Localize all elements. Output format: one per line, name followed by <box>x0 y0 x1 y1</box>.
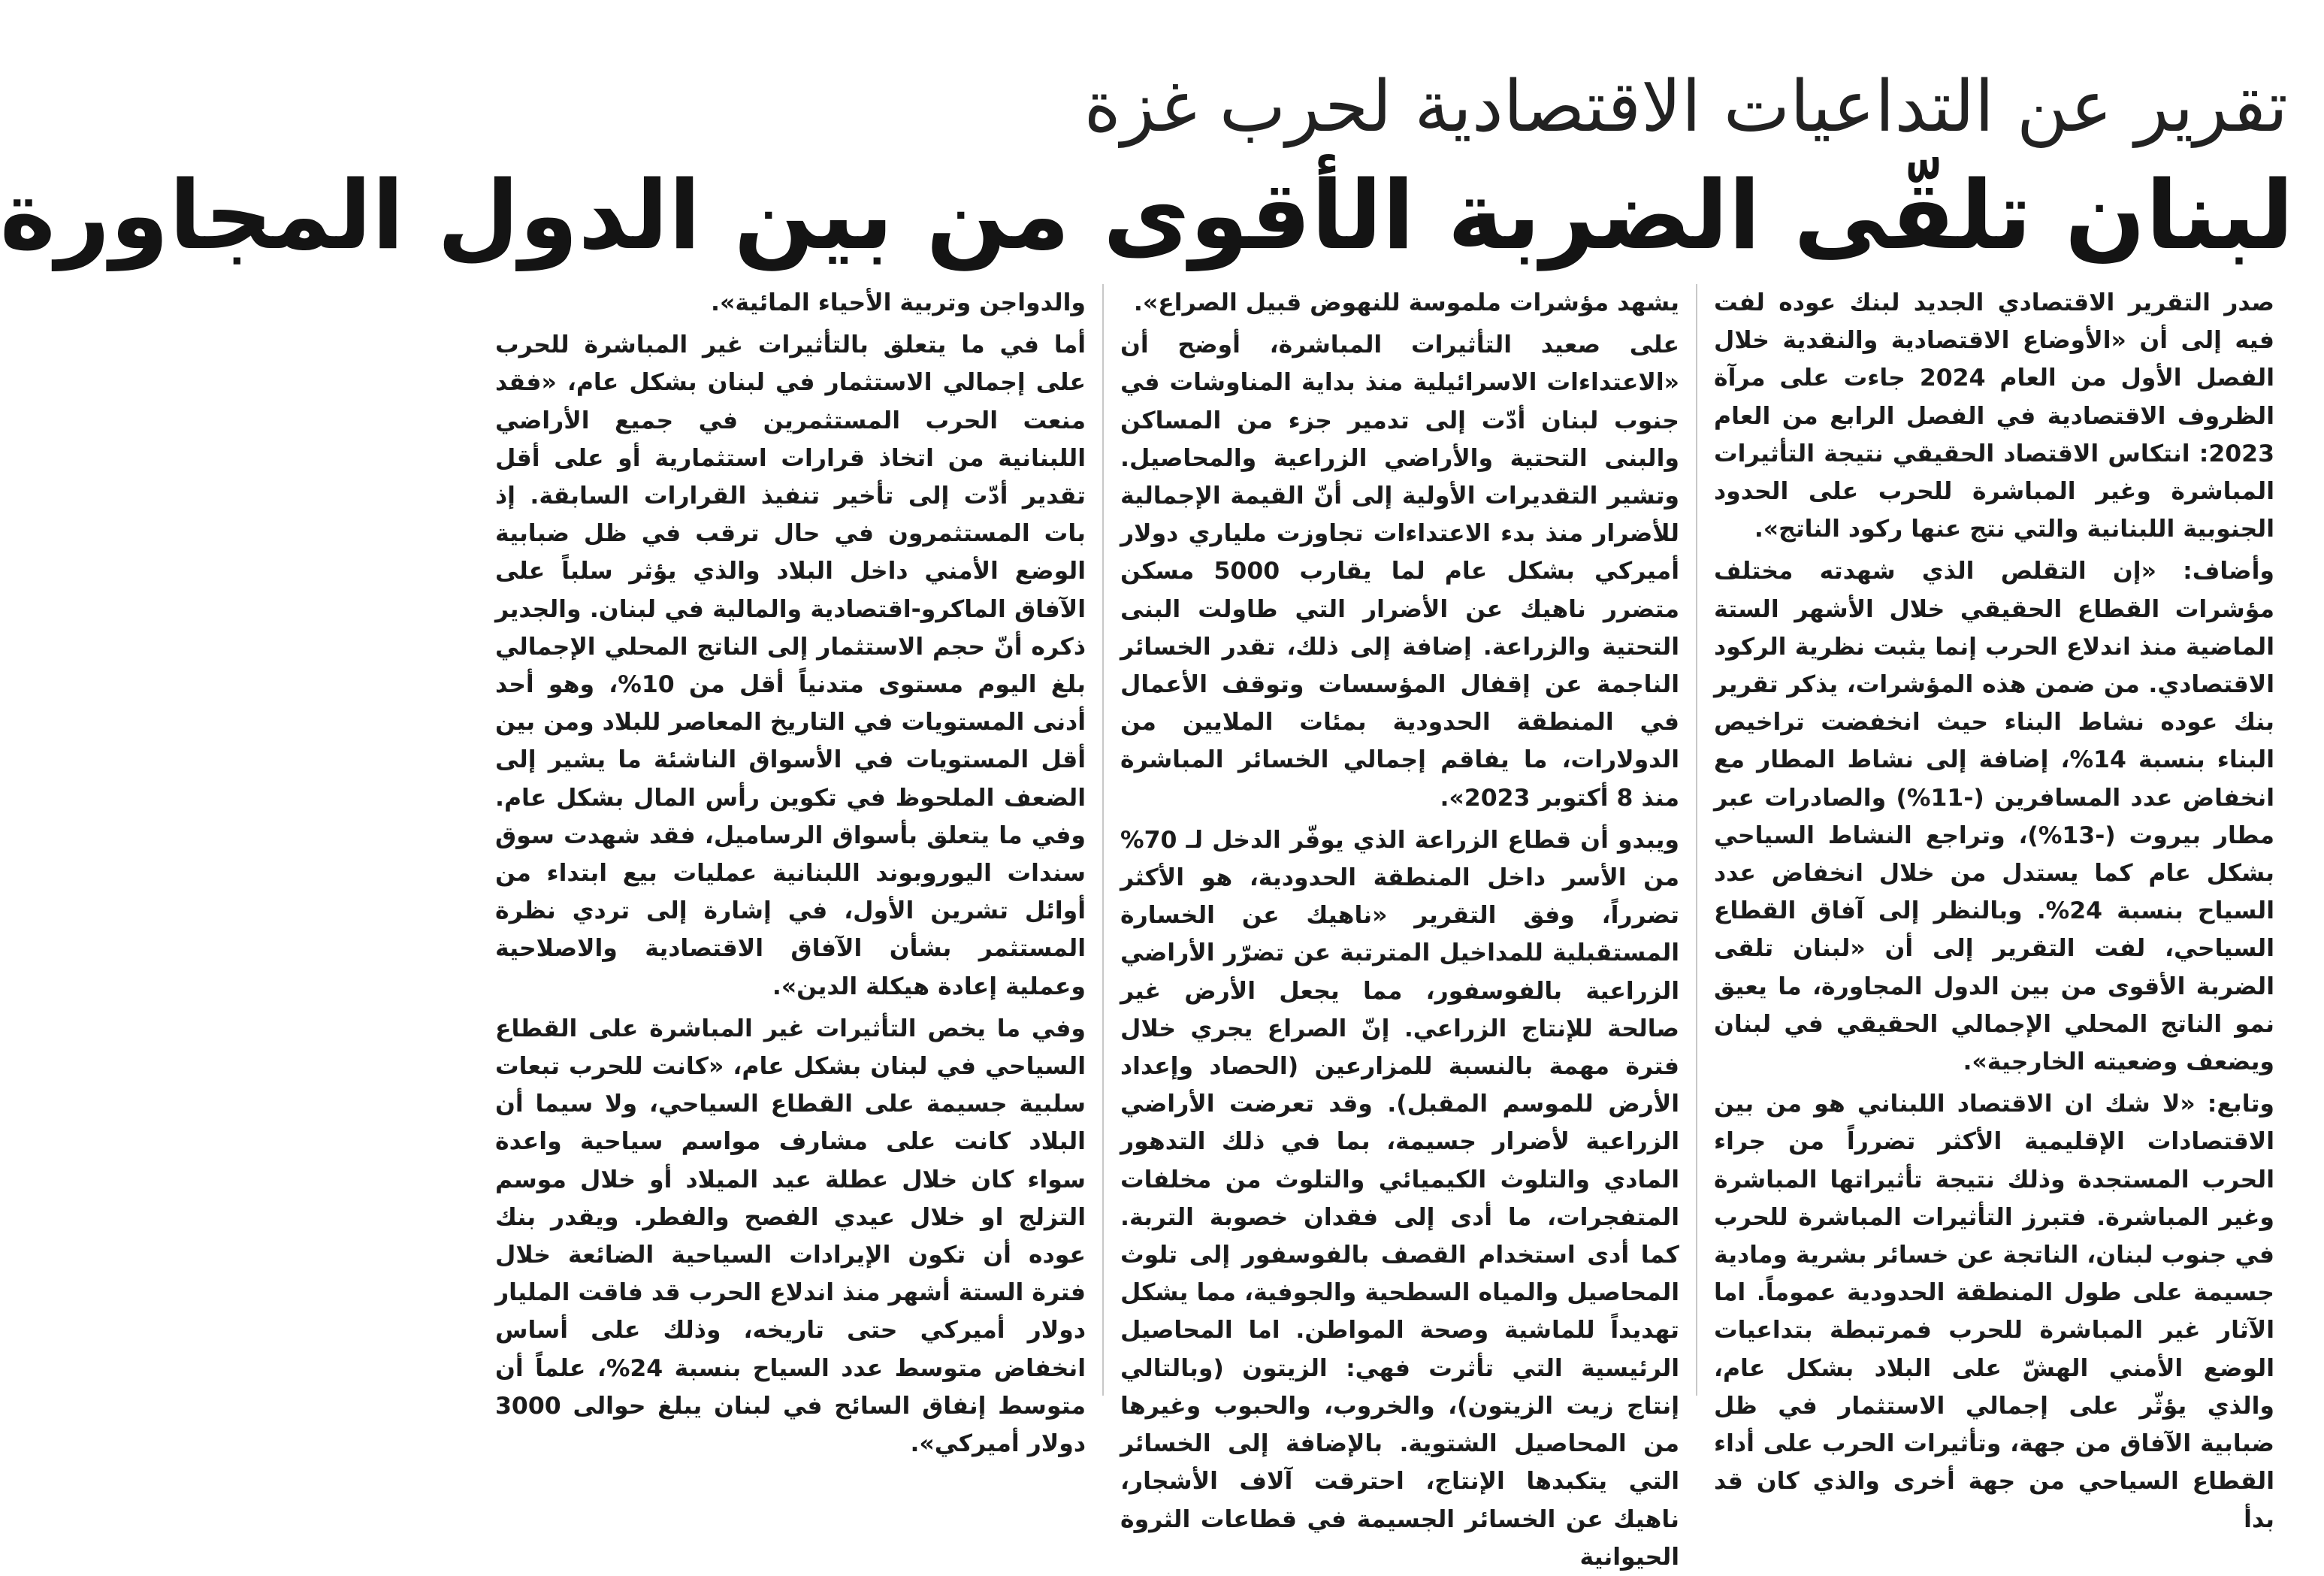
paragraph: ويبدو أن قطاع الزراعة الذي يوفّر الدخل لـ 70% من الأسر داخل المنطقة الحدودية، هو الأكثر تضرراً، وفق التقرير «ناهيك عن الخسارة المستقبلية للمداخيل المترتبة عن تضرّر الأراضي الزراعية بالفوسفور، مما يجعل الأرض غير صالحة للإنتاج الزراعي. إنّ الصراع يجري خلال فترة مهمة بالنسبة للمزارعين (الحصاد وإعداد الأرض للموسم المقبل). وقد تعرضت الأراضي الزراعية لأضرار جسيمة، بما في ذلك التدهور المادي والتلوث الكيميائي والتلوث من مخلفات المتفجرات، ما أدى إلى فقدان خصوبة التربة. كما أدى استخدام القصف بالفوسفور إلى تلوث المحاصيل والمياه السطحية والجوفية، مما يشكل تهديداً للماشية وصحة المواطن. اما المحاصيل الرئيسية التي تأثرت فهي: الزيتون (وبالتالي إنتاج زيت الزيتون)، والخروب، والحبوب وغيرها من المحاصيل الشتوية. بالإضافة إلى الخسائر التي يتكبدها الإنتاج، احترقت آلاف الأشجار، ناهيك عن الخسائر الجسيمة في قطاعات الثروة الحيوانية <box>1120 826 1679 1571</box>
paragraph: على صعيد التأثيرات المباشرة، أوضح أن «الاعتداءات الاسرائيلية منذ بداية المناوشات في جنوب لبنان أدّت إلى تدمير جزء من المساكن والبنى التحتية والأراضي الزراعية والمحاصيل. وتشير التقديرات الأولية إلى أنّ القيمة الإجمالية للأضرار منذ بدء الاعتداءات تجاوزت ملياري دولار أميركي بشكل عام لما يقارب 5000 مسكن متضرر ناهيك عن الأضرار التي طاولت البنى التحتية والزراعة. إضافة إلى ذلك، تقدر الخسائر الناجمة عن إقفال المؤسسات وتوقف الأعمال في المنطقة الحدودية بمئات الملايين من الدولارات، ما يفاقم إجمالي الخسائر المباشرة منذ 8 أكتوبر 2023». <box>1120 331 1679 812</box>
article-column-2 <box>1104 284 1697 1571</box>
article-kicker: تقرير عن التداعيات الاقتصادية لحرب غزة <box>1083 66 2288 148</box>
article-body <box>479 284 2291 1571</box>
paragraph: وتابع: «لا شك ان الاقتصاد اللبناني هو من بين الاقتصادات الإقليمية الأكثر تضرراً من جراء الحرب المستجدة وذلك نتيجة تأثيراتها المباشرة وغير المباشرة. فتبرز التأثيرات المباشرة للحرب في جنوب لبنان، الناتجة عن خسائر بشرية ومادية جسيمة على طول المنطقة الحدودية عموماً. اما الآثار غير المباشرة للحرب فمرتبطة بتداعيات الوضع الأمني الهشّ على البلاد بشكل عام، والذي يؤثّر على إجمالي الاستثمار في ظل ضبابية الآفاق من جهة، وتأثيرات الحرب على أداء القطاع السياحي من جهة أخرى والذي كان قد بدأ <box>1714 1090 2274 1533</box>
article-column-3 <box>479 284 1104 1458</box>
paragraph: يشهد مؤشرات ملموسة للنهوض قبيل الصراع». <box>1133 289 1679 316</box>
article-headline: لبنان تلقّى الضربة الأقوى من بين الدول المجاورة <box>0 160 2294 271</box>
paragraph: صدر التقرير الاقتصادي الجديد لبنك عوده لفت فيه إلى أن «الأوضاع الاقتصادية والنقدية خلال الفصل الأول من العام 2024 جاءت على مرآة الظروف الاقتصادية في الفصل الرابع من العام 2023: انتكاس الاقتصاد الحقيقي نتيجة التأثيرات المباشرة وغير المباشرة للحرب على الحدود الجنوبية اللبنانية والتي نتج عنها ركود الناتج». <box>1714 289 2274 543</box>
paragraph: أما في ما يتعلق بالتأثيرات غير المباشرة للحرب على إجمالي الاستثمار في لبنان بشكل عام، «فقد منعت الحرب المستثمرين في جميع الأراضي اللبنانية من اتخاذ قرارات استثمارية أو على أقل تقدير أدّت إلى تأخير تنفيذ القرارات السابقة. إذ بات المستثمرون في حال ترقب في ظل ضبابية الوضع الأمني داخل البلاد والذي يؤثر سلباً على الآفاق الماكرو-اقتصادية والمالية في لبنان. والجدير ذكره أنّ حجم الاستثمار إلى الناتج المحلي الإجمالي بلغ اليوم مستوى متدنياً أقل من 10%، وهو أحد أدنى المستويات في التاريخ المعاصر للبلاد ومن بين أقل المستويات في الأسواق الناشئة ما يشير إلى الضعف الملحوظ في تكوين رأس المال بشكل عام. وفي ما يتعلق بأسواق الرساميل، فقد شهدت سوق سندات اليوروبوند اللبنانية عمليات بيع ابتداء من أوائل تشرين الأول، في إشارة إلى تردي نظرة المستثمر بشأن الآفاق الاقتصادية والاصلاحية وعملية إعادة هيكلة الدين». <box>495 331 1086 1000</box>
paragraph: والدواجن وتربية الأحياء المائية». <box>711 289 1086 316</box>
paragraph: وأضاف: «إن التقلص الذي شهدته مختلف مؤشرات القطاع الحقيقي خلال الأشهر الستة الماضية منذ اندلاع الحرب إنما يثبت نظرية الركود الاقتصادي. من ضمن هذه المؤشرات، يذكر تقرير بنك عوده نشاط البناء حيث انخفضت تراخيص البناء بنسبة 14%، إضافة إلى نشاط المطار مع انخفاض عدد المسافرين (-11%) والصادرات عبر مطار بيروت (-13%)، وتراجع النشاط السياحي بشكل عام كما يستدل من خلال انخفاض عدد السياح بنسبة 24%. وبالنظر إلى آفاق القطاع السياحي، لفت التقرير إلى أن «لبنان تلقى الضربة الأقوى من بين الدول المجاورة، ما يعيق نمو الناتج المحلي الإجمالي الحقيقي في لبنان ويضعف وضعيته الخارجية». <box>1714 558 2274 1076</box>
paragraph: وفي ما يخص التأثيرات غير المباشرة على القطاع السياحي في لبنان بشكل عام، «كانت للحرب تبعات سلبية جسيمة على القطاع السياحي، ولا سيما أن البلاد كانت على مشارف مواسم سياحية واعدة سواء كان خلال عطلة عيد الميلاد أو خلال موسم التزلج او خلال عيدي الفصح والفطر. ويقدر بنك عوده أن تكون الإيرادات السياحية الضائعة خلال فترة الستة أشهر منذ اندلاع الحرب قد فاقت المليار دولار أميركي حتى تاريخه، وذلك على أساس انخفاض متوسط عدد السياح بنسبة 24%، علماً أن متوسط إنفاق السائح في لبنان يبلغ حوالى 3000 دولار أميركي». <box>495 1015 1086 1458</box>
article-column-1 <box>1697 284 2291 1533</box>
